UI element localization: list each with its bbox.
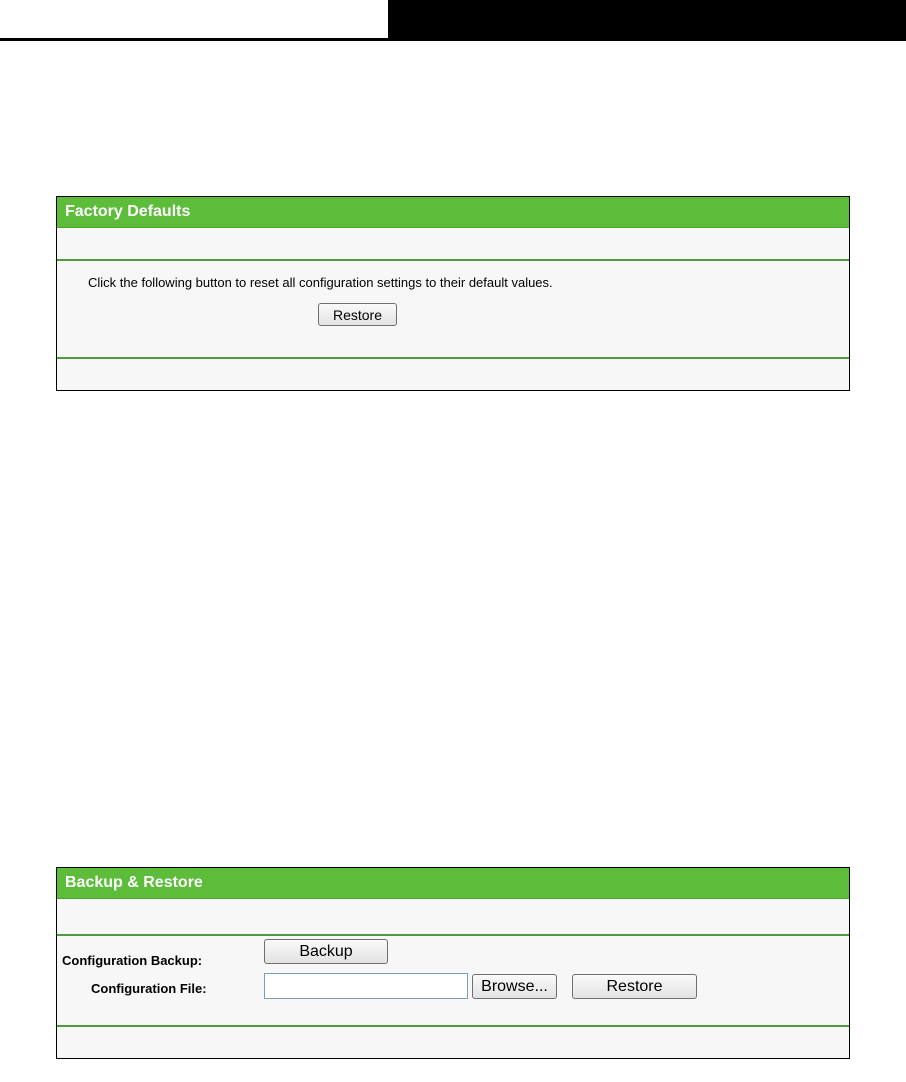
restore-button[interactable]: Restore [572,974,697,999]
backup-restore-title: Backup & Restore [57,868,849,899]
factory-restore-button[interactable]: Restore [318,303,397,326]
browse-button[interactable]: Browse... [472,974,557,999]
factory-defaults-description: Click the following button to reset all configuration settings to their default values. [88,275,553,290]
configuration-backup-label: Configuration Backup: [62,953,203,968]
divider [57,357,849,359]
configuration-file-input[interactable] [264,973,468,999]
configuration-file-label: Configuration File: [91,981,207,996]
top-rule [0,38,388,41]
top-bar [388,0,906,41]
backup-restore-panel [56,867,850,1059]
factory-defaults-title: Factory Defaults [57,197,849,228]
backup-button[interactable]: Backup [264,939,388,964]
divider [57,1025,849,1027]
factory-defaults-panel [56,196,850,391]
divider [57,259,849,261]
